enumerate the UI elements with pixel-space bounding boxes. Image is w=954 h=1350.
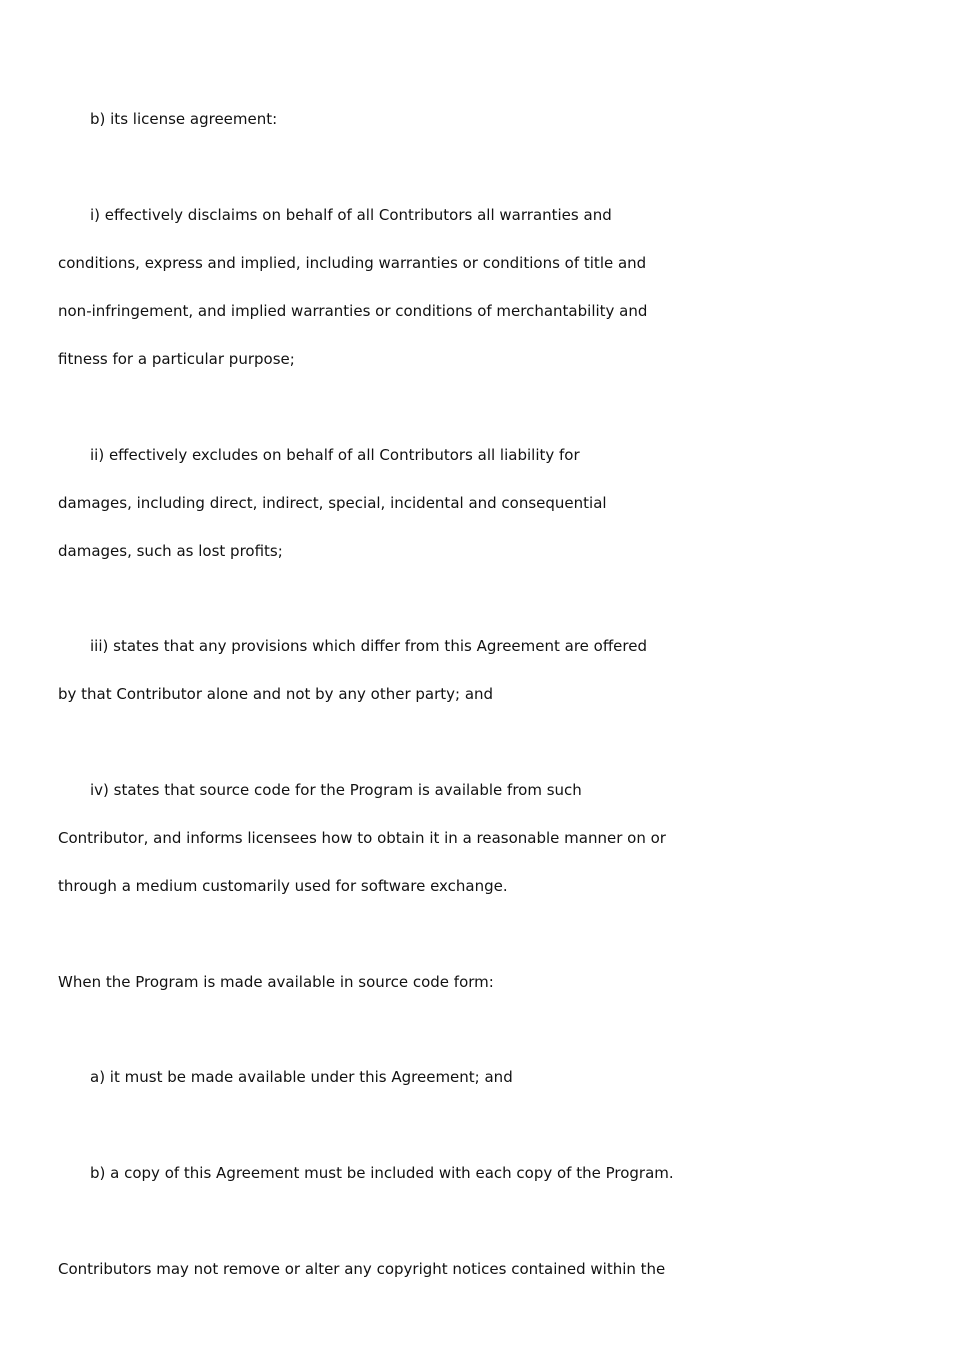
paragraph-line: non-infringement, and implied warranties or conditions of merchantability and bbox=[58, 302, 648, 320]
paragraph-line: fitness for a particular purpose; bbox=[58, 350, 295, 368]
paragraph-line: Contributor, and informs licensees how to obtain it in a reasonable manner on or bbox=[58, 829, 666, 847]
paragraph-line: through a medium customarily used for software exchange. bbox=[58, 877, 508, 895]
paragraph-line: conditions, express and implied, including warranties or conditions of title and bbox=[58, 254, 647, 272]
paragraph-line-iii-start: iii) states that any provisions which differ from this Agreement are offered bbox=[90, 637, 647, 655]
paragraph-line-source-code-form: When the Program is made available in source code form: bbox=[58, 973, 494, 991]
paragraph-line-iv-start: iv) states that source code for the Program is available from such bbox=[90, 781, 582, 799]
paragraph-line: by that Contributor alone and not by any other party; and bbox=[58, 685, 494, 703]
paragraph-line: damages, such as lost profits; bbox=[58, 542, 283, 560]
paragraph-line-contributors: Contributors may not remove or alter any copyright notices contained within the bbox=[58, 1260, 666, 1278]
paragraph-line: damages, including direct, indirect, special, incidental and consequential bbox=[58, 494, 607, 512]
paragraph-line-i-start: i) effectively disclaims on behalf of all Contributors all warranties and bbox=[90, 206, 612, 224]
paragraph-line-b-license: b) its license agreement: bbox=[90, 110, 278, 128]
paragraph-line-ii-start: ii) effectively excludes on behalf of all Contributors all liability for bbox=[90, 446, 580, 464]
paragraph-line-a: a) it must be made available under this Agreement; and bbox=[90, 1068, 513, 1086]
paragraph-line-b-copy: b) a copy of this Agreement must be included with each copy of the Program. bbox=[90, 1164, 674, 1182]
